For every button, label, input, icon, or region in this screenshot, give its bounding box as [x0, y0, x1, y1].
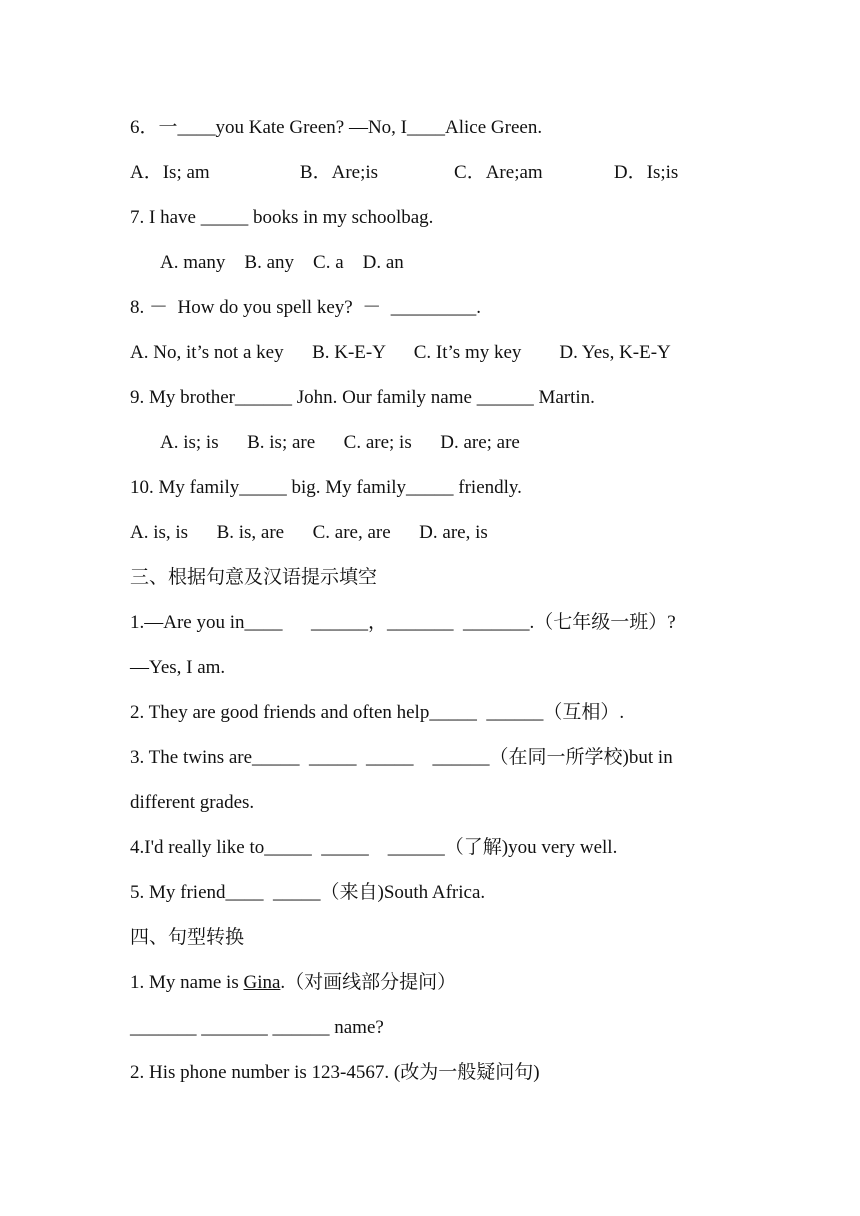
fill-question-5: 5. My friend____ _____（来自)South Africa.: [130, 882, 486, 903]
underlined-word: Gina: [243, 972, 281, 993]
question-6: 6．一____you Kate Green? —No, I____Alice Green.: [130, 117, 543, 138]
fill-question-4: 4.I'd really like to_____ _____ ______（了解)you very well.: [130, 837, 618, 858]
section-4-heading: 四、句型转换: [130, 927, 245, 948]
question-9-options: A. is; is B. is; are C. are; is D. are; are: [160, 432, 520, 453]
transform-question-1-blanks: _______ _______ ______ name?: [130, 1017, 384, 1038]
question-8-options: A. No, it’s not a key B. K-E-Y C. It’s my key D. Yes, K-E-Y: [130, 342, 671, 363]
section-3-heading: 三、根据句意及汉语提示填空: [130, 567, 378, 588]
fill-question-2: 2. They are good friends and often help_____ ______（互相）.: [130, 702, 625, 723]
question-6-options: A．Is; am B．Are;is C．Are;am D．Is;is: [130, 162, 679, 183]
question-7: 7. I have _____ books in my schoolbag.: [130, 207, 434, 228]
fill-question-1: 1.—Are you in____ ______，_______ _______.（七年级一班）?: [130, 612, 676, 633]
fill-question-3: 3. The twins are_____ _____ _____ ______（在同一所学校)but in: [130, 747, 673, 768]
fill-question-3-continued: different grades.: [130, 792, 255, 813]
transform-question-2: 2. His phone number is 123-4567. (改为一般疑问句): [130, 1062, 540, 1083]
question-10: 10. My family_____ big. My family_____ friendly.: [130, 477, 522, 498]
question-7-options: A. many B. any C. a D. an: [160, 252, 404, 273]
question-9: 9. My brother______ John. Our family name ______ Martin.: [130, 387, 595, 408]
fill-question-1-reply: —Yes, I am.: [130, 657, 226, 678]
question-8: 8. － How do you spell key? － _________.: [130, 297, 481, 318]
transform-question-1: 1. My name is Gina.（对画线部分提问）: [130, 972, 457, 993]
question-10-options: A. is, is B. is, are C. are, are D. are, is: [130, 522, 488, 543]
